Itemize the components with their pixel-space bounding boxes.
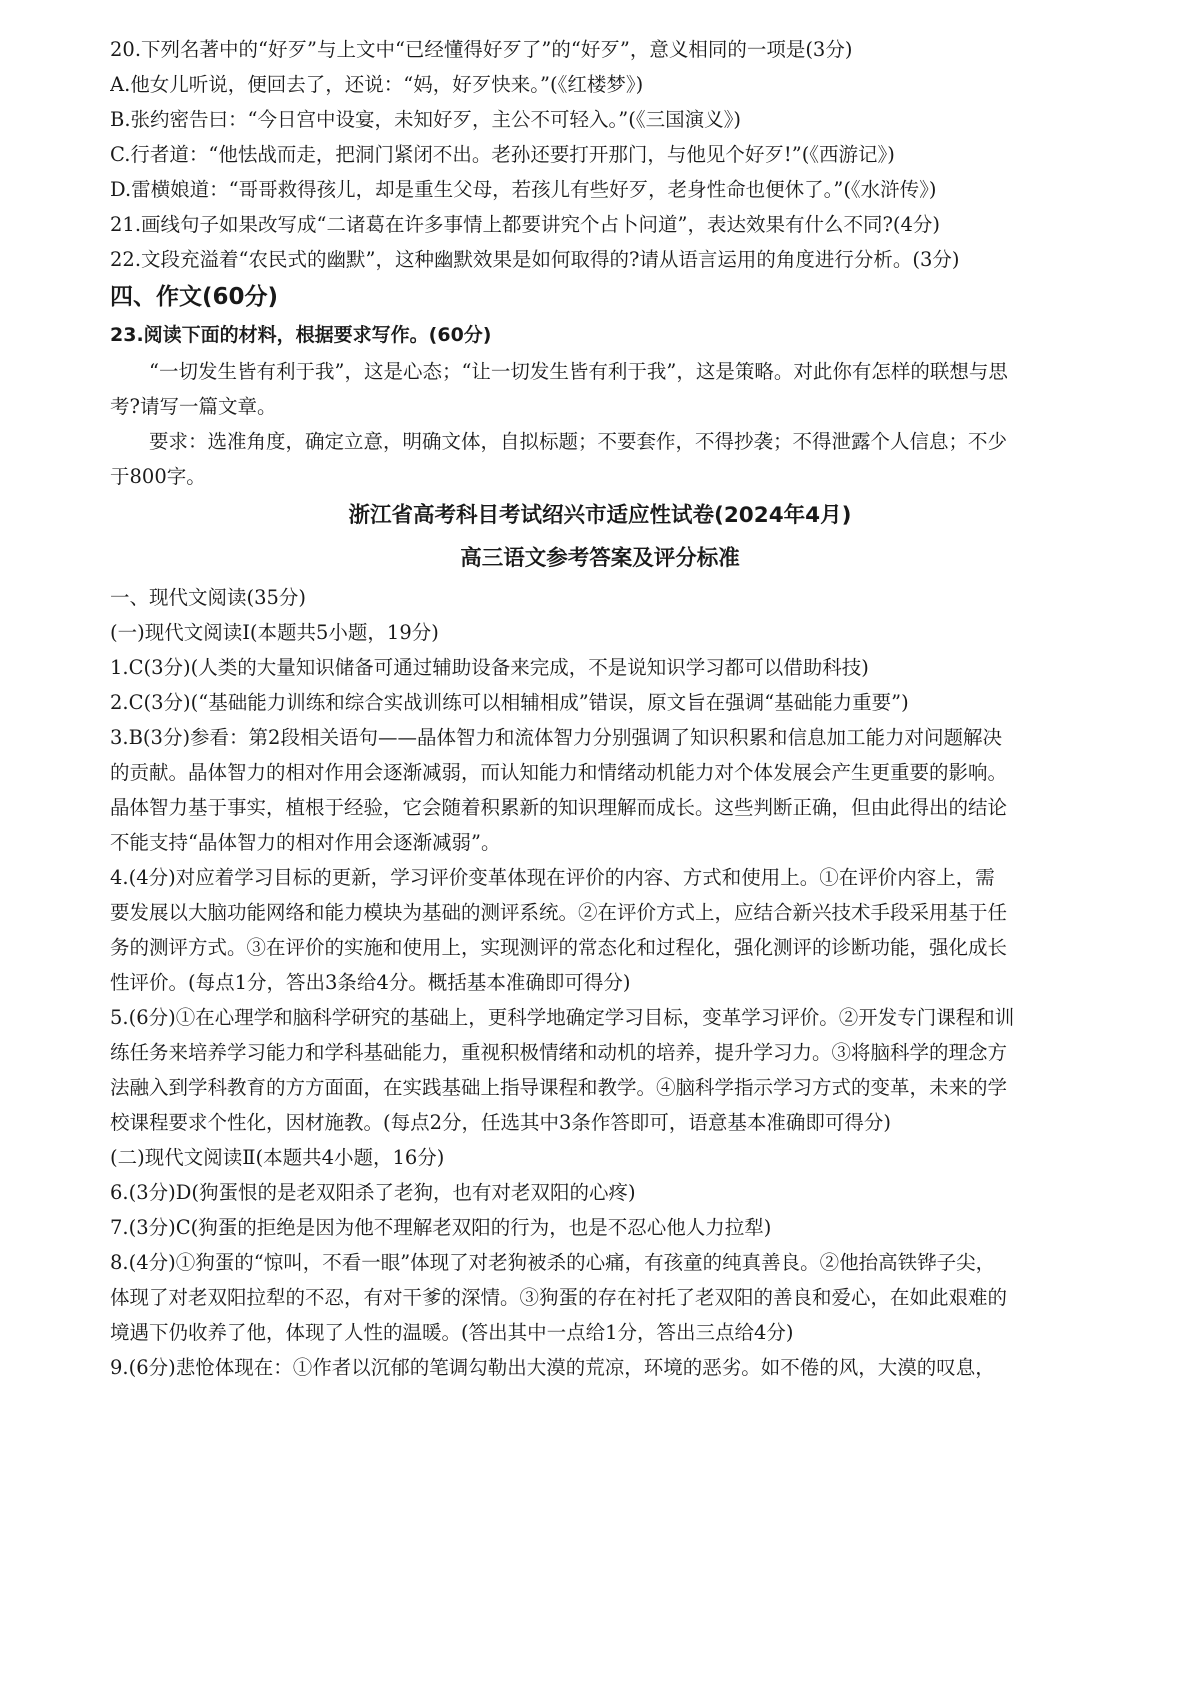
essay-material-line-2: 考?请写一篇文章。 [110, 395, 277, 418]
answer-3-line-3: 晶体智力基于事实，植根于经验，它会随着积累新的知识理解而成长。这些判断正确，但由此得出的结论 [110, 796, 1008, 819]
essay-material-line-1: “一切发生皆有利于我”，这是心态；“让一切发生皆有利于我”，这是策略。对此你有怎样的联想与思 [149, 360, 1008, 383]
answer-8-line-1: 8.(4分)①狗蛋的“惊叫，不看一眼”体现了对老狗被杀的心痛，有孩童的纯真善良。②他抬高铁铧子尖， [110, 1251, 996, 1274]
essay-requirement-line-2: 于800字。 [110, 465, 206, 488]
answer-2: 2.C(3分)(“基础能力训练和综合实战训练可以相辅相成”错误，原文旨在强调“基础能力重要”) [110, 691, 909, 714]
answer-4-line-4: 性评价。(每点1分，答出3条给4分。概括基本准确即可得分) [110, 971, 631, 994]
answer-subsection-1-heading: (一)现代文阅读Ⅰ(本题共5小题，19分) [110, 621, 439, 644]
answer-key-title: 浙江省高考科目考试绍兴市适应性试卷(2024年4月) [348, 503, 852, 528]
answer-subsection-2-heading: (二)现代文阅读Ⅱ(本题共4小题，16分) [110, 1146, 445, 1169]
answer-1: 1.C(3分)(人类的大量知识储备可通过辅助设备来完成，不是说知识学习都可以借助科技) [110, 656, 869, 679]
essay-requirement-line-1: 要求：选准角度，确定立意，明确文体，自拟标题；不要套作，不得抄袭；不得泄露个人信息；不少 [149, 430, 1008, 453]
answer-6: 6.(3分)D(狗蛋恨的是老双阳杀了老狗，也有对老双阳的心疼) [110, 1181, 636, 1204]
answer-section-1-heading: 一、现代文阅读(35分) [110, 586, 307, 609]
answer-5-line-3: 法融入到学科教育的方方面面，在实践基础上指导课程和教学。④脑科学指示学习方式的变革，未来的学 [110, 1076, 1008, 1099]
answer-5-line-1: 5.(6分)①在心理学和脑科学研究的基础上，更科学地确定学习目标，变革学习评价。②开发专门课程和训 [110, 1006, 1015, 1029]
question-22: 22.文段充溢着“农民式的幽默”，这种幽默效果是如何取得的?请从语言运用的角度进行分析。(3分) [110, 248, 960, 271]
question-20: 20.下列名著中的“好歹”与上文中“已经懂得好歹了”的“好歹”，意义相同的一项是(3分) [110, 38, 853, 61]
answer-9-line-1: 9.(6分)悲怆体现在：①作者以沉郁的笔调勾勒出大漠的荒凉，环境的恶劣。如不倦的风，大漠的叹息， [110, 1356, 995, 1379]
answer-key-subtitle: 高三语文参考答案及评分标准 [460, 546, 740, 571]
answer-5-line-4: 校课程要求个性化，因材施教。(每点2分，任选其中3条作答即可，语意基本准确即可得分) [110, 1111, 892, 1134]
answer-4-line-1: 4.(4分)对应着学习目标的更新，学习评价变革体现在评价的内容、方式和使用上。①在评价内容上，需 [110, 866, 995, 889]
question-21: 21.画线句子如果改写成“二诸葛在许多事情上都要讲究个占卜问道”，表达效果有什么不同?(4分) [110, 213, 941, 236]
answer-5-line-2: 练任务来培养学习能力和学科基础能力，重视积极情绪和动机的培养，提升学习力。③将脑科学的理念方 [110, 1041, 1008, 1064]
answer-3-line-4: 不能支持“晶体智力的相对作用会逐渐减弱”。 [110, 831, 501, 854]
answer-4-line-2: 要发展以大脑功能网络和能力模块为基础的测评系统。②在评价方式上，应结合新兴技术手段采用基于任 [110, 901, 1008, 924]
answer-3-line-2: 的贡献。晶体智力的相对作用会逐渐减弱，而认知能力和情绪动机能力对个体发展会产生更重要的影响。 [110, 761, 1008, 784]
answer-4-line-3: 务的测评方式。③在评价的实施和使用上，实现测评的常态化和过程化，强化测评的诊断功能，强化成长 [110, 936, 1008, 959]
answer-8-line-2: 体现了对老双阳拉犁的不忍，有对干爹的深情。③狗蛋的存在衬托了老双阳的善良和爱心，在如此艰难的 [110, 1286, 1008, 1309]
answer-7: 7.(3分)C(狗蛋的拒绝是因为他不理解老双阳的行为，也是不忍心他人力拉犁) [110, 1216, 772, 1239]
question-20-option-d: D.雷横娘道：“哥哥救得孩儿，却是重生父母，若孩儿有些好歹，老身性命也便休了。”(《水浒传》) [110, 178, 937, 201]
question-20-option-a: A.他女儿听说，便回去了，还说：“妈，好歹快来。”(《红楼梦》) [110, 73, 644, 96]
answer-3-line-1: 3.B(3分)参看：第2段相关语句——晶体智力和流体智力分别强调了知识积累和信息加工能力对问题解决 [110, 726, 1002, 749]
question-20-option-c: C.行者道：“他怯战而走，把洞门紧闭不出。老孙还要打开那门，与他见个好歹!”(《西游记》) [110, 143, 895, 166]
answer-8-line-3: 境遇下仍收养了他，体现了人性的温暖。(答出其中一点给1分，答出三点给4分) [110, 1321, 794, 1344]
question-23: 23.阅读下面的材料，根据要求写作。(60分) [110, 324, 492, 346]
question-20-option-b: B.张约密告曰：“今日宫中设宴，未知好歹，主公不可轻入。”(《三国演义》) [110, 108, 741, 131]
essay-section-heading: 四、作文(60分) [110, 284, 279, 310]
